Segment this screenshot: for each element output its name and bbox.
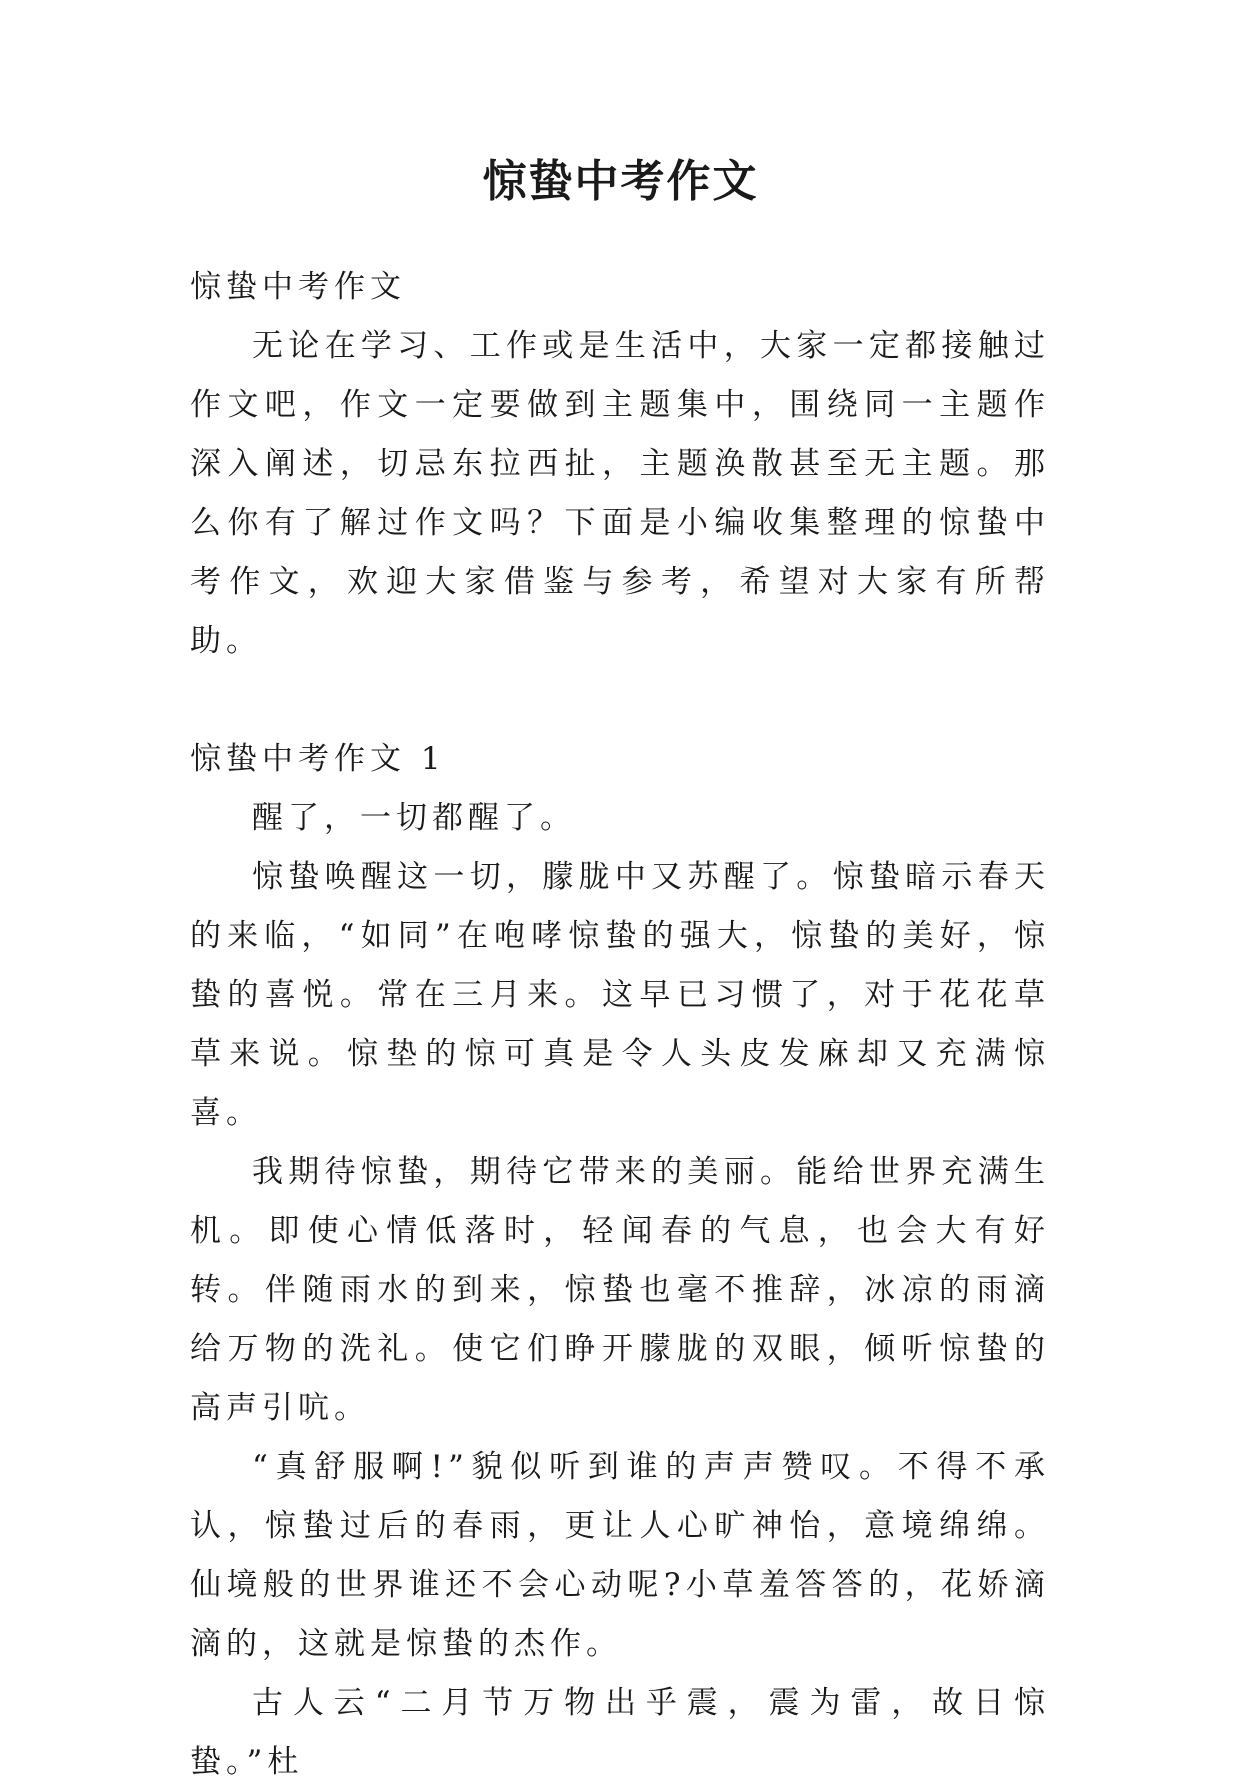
document-title: 惊蛰中考作文 (482, 156, 759, 207)
intro-paragraph: 无论在学习、工作或是生活中，大家一定都接触过作文吧，作文一定要做到主题集中，围绕同一主题作深入阐述，切忌东拉西扯，主题涣散甚至无主题。那么你有了解过作文吗？下面是小编收集整理的惊蛰中考作文，欢迎大家借鉴与参考，希望对大家有所帮助。 (190, 328, 1050, 659)
essay1-paragraph: 古人云“二月节万物出乎震，震为雷，故日惊蛰。”杜 (190, 1685, 1050, 1780)
essay1-heading: 惊蛰中考作文 1 (190, 741, 446, 777)
essay1-paragraph: 醒了，一切都醒了。 (252, 800, 576, 836)
section-gap (190, 671, 1050, 730)
essay1-paragraph: “真舒服啊!”貌似听到谁的声声赞叹。不得不承认，惊蛰过后的春雨，更让人心旷神怡，意境绵绵。仙境般的世界谁还不会心动呢?小草羞答答的，花娇滴滴的，这就是惊蛰的杰作。 (190, 1449, 1050, 1662)
essay1-paragraph: 我期待惊蛰，期待它带来的美丽。能给世界充满生机。即使心情低落时，轻闻春的气息，也会大有好转。伴随雨水的到来，惊蛰也毫不推辞，冰凉的雨滴给万物的洗礼。使它们睁开朦胧的双眼，倾听惊蛰的高声引吭。 (190, 1154, 1050, 1426)
essay1-paragraph: 惊蛰唤醒这一切，朦胧中又苏醒了。惊蛰暗示春天的来临，“如同”在咆哮惊蛰的强大，惊蛰的美好，惊蛰的喜悦。常在三月来。这早已习惯了，对于花花草草来说。惊垫的惊可真是令人头皮发麻却又充满惊喜。 (190, 859, 1050, 1131)
document-body (190, 258, 1050, 1792)
intro-heading: 惊蛰中考作文 (190, 269, 406, 305)
